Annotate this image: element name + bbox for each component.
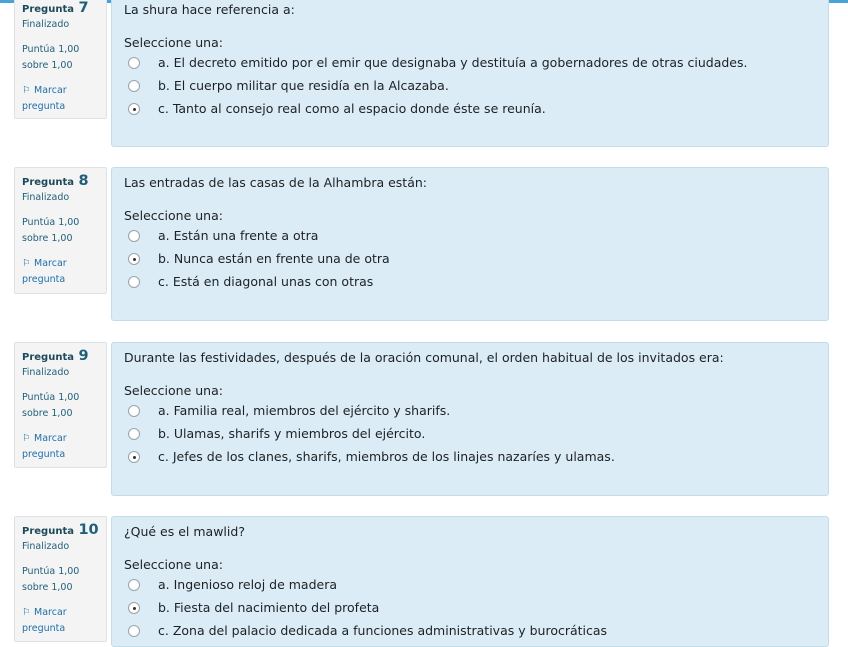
radio-button[interactable] [128,276,140,288]
question-info [14,342,107,468]
question-state: Finalizado [22,541,70,552]
radio-button[interactable] [128,579,140,591]
answer-option-a[interactable]: a. Ingenioso reloj de madera [124,573,816,596]
question-grade: Puntúa 1,00 sobre 1,00 [22,44,80,71]
question-number: Pregunta 9 [22,348,89,364]
answer-prompt: Seleccione una: [124,383,223,398]
answer-option-b[interactable]: b. El cuerpo militar que residía en la Alcazaba. [124,74,816,97]
answer-prompt: Seleccione una: [124,35,223,50]
radio-button-selected[interactable] [128,253,140,265]
flag-question-link[interactable]: ⚐ Marcar pregunta [22,85,67,112]
answer-option-b[interactable]: b. Nunca están en frente una de otra [124,247,816,270]
radio-button[interactable] [128,57,140,69]
flag-question-link[interactable]: ⚐ Marcar pregunta [22,433,67,460]
question-state: Finalizado [22,19,70,30]
radio-button[interactable] [128,405,140,417]
answer-option-a[interactable]: a. Están una frente a otra [124,224,816,247]
question-text: Las entradas de las casas de la Alhambra están: [124,175,428,190]
radio-button[interactable] [128,625,140,637]
question-info [14,0,107,119]
answer-option-c[interactable]: c. Jefes de los clanes, sharifs, miembros de los linajes nazaríes y ulamas. [124,445,816,468]
question-content [111,342,829,496]
question-info [14,167,107,294]
answer-list [124,224,816,293]
answer-option-a[interactable]: a. El decreto emitido por el emir que designaba y destituía a gobernadores de otras ciudades. [124,51,816,74]
radio-button-selected[interactable] [128,103,140,115]
radio-button[interactable] [128,428,140,440]
flag-icon: ⚐ [22,258,31,269]
answer-option-c[interactable]: c. Tanto al consejo real como al espacio donde éste se reunía. [124,97,816,120]
answer-option-b[interactable]: b. Ulamas, sharifs y miembros del ejército. [124,422,816,445]
answer-option-a[interactable]: a. Familia real, miembros del ejército y sharifs. [124,399,816,422]
question-number: Pregunta 7 [22,0,89,16]
question-number: Pregunta 10 [22,522,99,538]
flag-icon: ⚐ [22,433,31,444]
flag-icon: ⚐ [22,85,31,96]
answer-list [124,573,816,642]
flag-question-link[interactable]: ⚐ Marcar pregunta [22,607,67,634]
radio-button[interactable] [128,230,140,242]
question-info [14,516,107,642]
answer-list [124,51,816,120]
answer-option-c[interactable]: c. Zona del palacio dedicada a funciones administrativas y burocráticas [124,619,816,642]
question-text: ¿Qué es el mawlid? [124,524,245,539]
question-content [111,516,829,647]
question-number: Pregunta 8 [22,173,89,189]
answer-prompt: Seleccione una: [124,557,223,572]
question-grade: Puntúa 1,00 sobre 1,00 [22,566,80,593]
answer-list [124,399,816,468]
radio-button-selected[interactable] [128,602,140,614]
answer-option-b[interactable]: b. Fiesta del nacimiento del profeta [124,596,816,619]
flag-icon: ⚐ [22,607,31,618]
answer-prompt: Seleccione una: [124,208,223,223]
radio-button[interactable] [128,80,140,92]
question-content [111,0,829,147]
radio-button-selected[interactable] [128,451,140,463]
question-text: La shura hace referencia a: [124,2,295,17]
question-grade: Puntúa 1,00 sobre 1,00 [22,392,80,419]
flag-question-link[interactable]: ⚐ Marcar pregunta [22,258,67,285]
question-state: Finalizado [22,367,70,378]
question-state: Finalizado [22,192,70,203]
answer-option-c[interactable]: c. Está en diagonal unas con otras [124,270,816,293]
question-text: Durante las festividades, después de la oración comunal, el orden habitual de los invitados era: [124,350,724,365]
question-grade: Puntúa 1,00 sobre 1,00 [22,217,80,244]
question-content [111,167,829,321]
